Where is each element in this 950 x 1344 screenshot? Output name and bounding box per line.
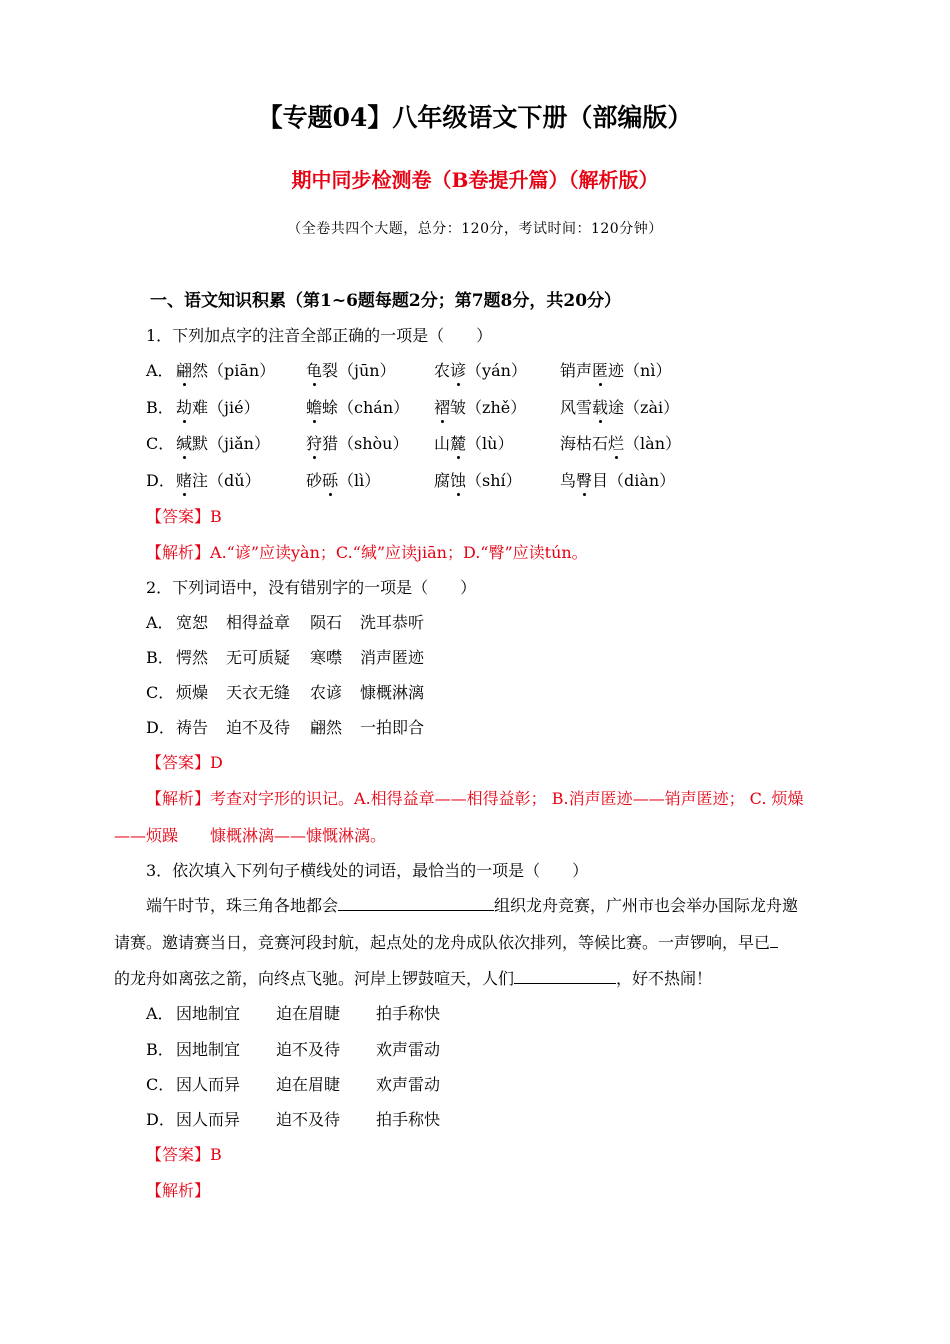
item-text: 猎（shòu） <box>322 434 409 453</box>
option-word: 因人而异 <box>176 1075 241 1094</box>
analysis-tag: 【解析】 <box>146 1181 211 1200</box>
option-word: 一拍即合 <box>360 718 425 737</box>
q3-stem: 3．依次填入下列句子横线处的词语，最恰当的一项是（ ） <box>146 861 589 880</box>
option-item <box>560 431 681 454</box>
item-text: 鸟 <box>560 471 577 490</box>
option-label: B． <box>146 398 174 417</box>
option-word: 拍手称快 <box>376 1110 441 1129</box>
option-word: 宽恕 <box>176 613 209 632</box>
item-text: 山 <box>434 434 451 453</box>
item-text: 农 <box>434 361 451 380</box>
passage-text: 请赛。邀请赛当日，竞赛河段封航，起点处的龙舟成队依次排列，等候比赛。一声锣响，早已 <box>114 933 771 952</box>
item-text: （yán） <box>466 361 527 380</box>
q1-analysis <box>146 540 588 563</box>
q3-passage-line3 <box>114 966 712 989</box>
item-text: 皱（zhě） <box>450 398 527 417</box>
option-word: 寒噤 <box>310 648 343 667</box>
option-word: 陨石 <box>310 613 343 632</box>
option-item <box>176 395 260 418</box>
dotted-char: 匿 <box>592 358 608 381</box>
dotted-char: 褶 <box>434 395 450 418</box>
dotted-char: 蚀 <box>450 468 466 491</box>
option-item <box>434 395 526 418</box>
dotted-char: 臀 <box>576 468 592 491</box>
option-word: 无可质疑 <box>226 648 291 667</box>
answer-tag: 【答案】 <box>146 1145 211 1164</box>
item-text: 默（jiǎn） <box>192 434 270 453</box>
item-text: 然（piān） <box>192 361 276 380</box>
q3-passage-line1 <box>146 893 798 916</box>
analysis-text: 考查对字形的识记。A.相得益章——相得益彰； B.消声匿迹——销声匿迹； C. 烦燥 <box>210 789 804 808</box>
item-text: （lù） <box>466 434 514 453</box>
dotted-char: 赌 <box>176 468 192 491</box>
option-word: 相得益章 <box>226 613 291 632</box>
option-label: C． <box>146 1075 175 1094</box>
passage-text: 组织龙舟竞赛，广州市也会举办国际龙舟邀 <box>494 896 799 915</box>
q1-stem: 1．下列加点字的注音全部正确的一项是（ ） <box>146 326 493 345</box>
dotted-char: 劫 <box>176 395 192 418</box>
answer-value: B <box>210 1145 222 1164</box>
option-word: 因地制宜 <box>176 1040 241 1059</box>
dotted-char: 缄 <box>176 431 192 454</box>
option-word: 慷概淋漓 <box>360 683 425 702</box>
item-text: 途（zài） <box>608 398 680 417</box>
dotted-char: 翩 <box>176 358 192 381</box>
dotted-char: 蟾 <box>306 395 322 418</box>
option-label: C． <box>146 434 175 453</box>
option-label: B． <box>146 1040 174 1059</box>
option-item <box>434 431 513 454</box>
option-label: A． <box>146 1004 174 1023</box>
option-item <box>434 358 527 381</box>
option-word: 翩然 <box>310 718 343 737</box>
item-text: （shí） <box>466 471 522 490</box>
item-text: 砂 <box>306 471 323 490</box>
option-word: 洗耳恭听 <box>360 613 425 632</box>
q3-passage-line2 <box>114 930 778 953</box>
option-word: 迫在眉睫 <box>276 1075 341 1094</box>
passage-text: 的龙舟如离弦之箭，向终点飞驰。河岸上锣鼓喧天，人们 <box>114 969 515 988</box>
option-item <box>306 358 396 381</box>
dotted-char: 麓 <box>450 431 466 454</box>
passage-text: ，好不热闹！ <box>616 969 713 988</box>
item-text: 裂（jūn） <box>322 361 396 380</box>
dotted-char: 烂 <box>608 431 624 454</box>
option-word: 因人而异 <box>176 1110 241 1129</box>
answer-value: D <box>210 753 223 772</box>
section-heading: 一、语文知识积累（第1~6题每题2分；第7题8分，共20分） <box>150 291 622 311</box>
option-item <box>306 395 409 418</box>
option-word: 迫在眉睫 <box>276 1004 341 1023</box>
q2-analysis-line2: ——烦躁 慷概淋漓——慷慨淋漓。 <box>114 826 387 845</box>
option-word: 消声匿迹 <box>360 648 425 667</box>
option-word: 迫不及待 <box>276 1110 341 1129</box>
option-word: 欢声雷动 <box>376 1040 441 1059</box>
option-word: 愕然 <box>176 648 209 667</box>
item-text: 目（diàn） <box>592 471 676 490</box>
answer-value: B <box>210 507 222 526</box>
option-item <box>176 358 275 381</box>
analysis-tag: 【解析】 <box>146 543 211 562</box>
dotted-char: 载 <box>592 395 608 418</box>
dotted-char: 狩 <box>306 431 322 454</box>
option-label: D． <box>146 718 175 737</box>
fill-blank-2 <box>770 931 778 948</box>
q3-analysis <box>146 1178 210 1201</box>
fill-blank-3 <box>514 967 616 984</box>
option-word: 烦燥 <box>176 683 209 702</box>
exam-note: （全卷共四个大题，总分：120分，考试时间：120分钟） <box>287 221 663 237</box>
dotted-char: 龟 <box>306 358 322 381</box>
dotted-char: 谚 <box>450 358 466 381</box>
option-label: C． <box>146 683 175 702</box>
item-text: 难（jié） <box>192 398 260 417</box>
item-text: （lì） <box>338 471 381 490</box>
option-item <box>434 468 522 491</box>
option-word: 因地制宜 <box>176 1004 241 1023</box>
item-text: 蜍（chán） <box>322 398 410 417</box>
option-word: 天衣无缝 <box>226 683 291 702</box>
option-item <box>560 395 679 418</box>
item-text: 销声 <box>560 361 593 380</box>
option-word: 迫不及待 <box>226 718 291 737</box>
page-subtitle: 期中同步检测卷（B卷提升篇）（解析版） <box>291 168 659 192</box>
item-text: 注（dǔ） <box>192 471 261 490</box>
item-text: （làn） <box>624 434 681 453</box>
option-label: B． <box>146 648 174 667</box>
item-text: 迹（nì） <box>608 361 672 380</box>
q1-answer <box>146 504 222 527</box>
option-item <box>306 468 380 491</box>
option-label: A． <box>146 613 174 632</box>
q2-stem: 2．下列词语中，没有错别字的一项是（ ） <box>146 578 477 597</box>
passage-text: 端午时节，珠三角各地都会 <box>146 896 339 915</box>
option-item <box>176 468 261 491</box>
option-label: D． <box>146 471 175 490</box>
option-label: A． <box>146 361 174 380</box>
option-item <box>306 431 408 454</box>
option-label: D． <box>146 1110 175 1129</box>
answer-tag: 【答案】 <box>146 507 211 526</box>
fill-blank-1 <box>338 894 494 911</box>
option-item <box>176 431 270 454</box>
answer-tag: 【答案】 <box>146 753 211 772</box>
item-text: 海枯石 <box>560 434 609 453</box>
option-word: 祷告 <box>176 718 209 737</box>
option-word: 迫不及待 <box>276 1040 341 1059</box>
option-word: 拍手称快 <box>376 1004 441 1023</box>
item-text: 风雪 <box>560 398 593 417</box>
q2-analysis-line1 <box>146 786 804 809</box>
page-title: 【专题04】八年级语文下册（部编版） <box>257 103 693 132</box>
q3-answer <box>146 1142 222 1165</box>
analysis-tag: 【解析】 <box>146 789 211 808</box>
option-item <box>560 358 671 381</box>
item-text: 腐 <box>434 471 451 490</box>
analysis-text: A.“谚”应读yàn；C.“缄”应读jiān；D.“臀”应读tún。 <box>210 543 588 562</box>
option-word: 欢声雷动 <box>376 1075 441 1094</box>
q2-answer <box>146 750 223 773</box>
option-word: 农谚 <box>310 683 343 702</box>
option-item <box>560 468 675 491</box>
dotted-char: 砾 <box>322 468 338 491</box>
